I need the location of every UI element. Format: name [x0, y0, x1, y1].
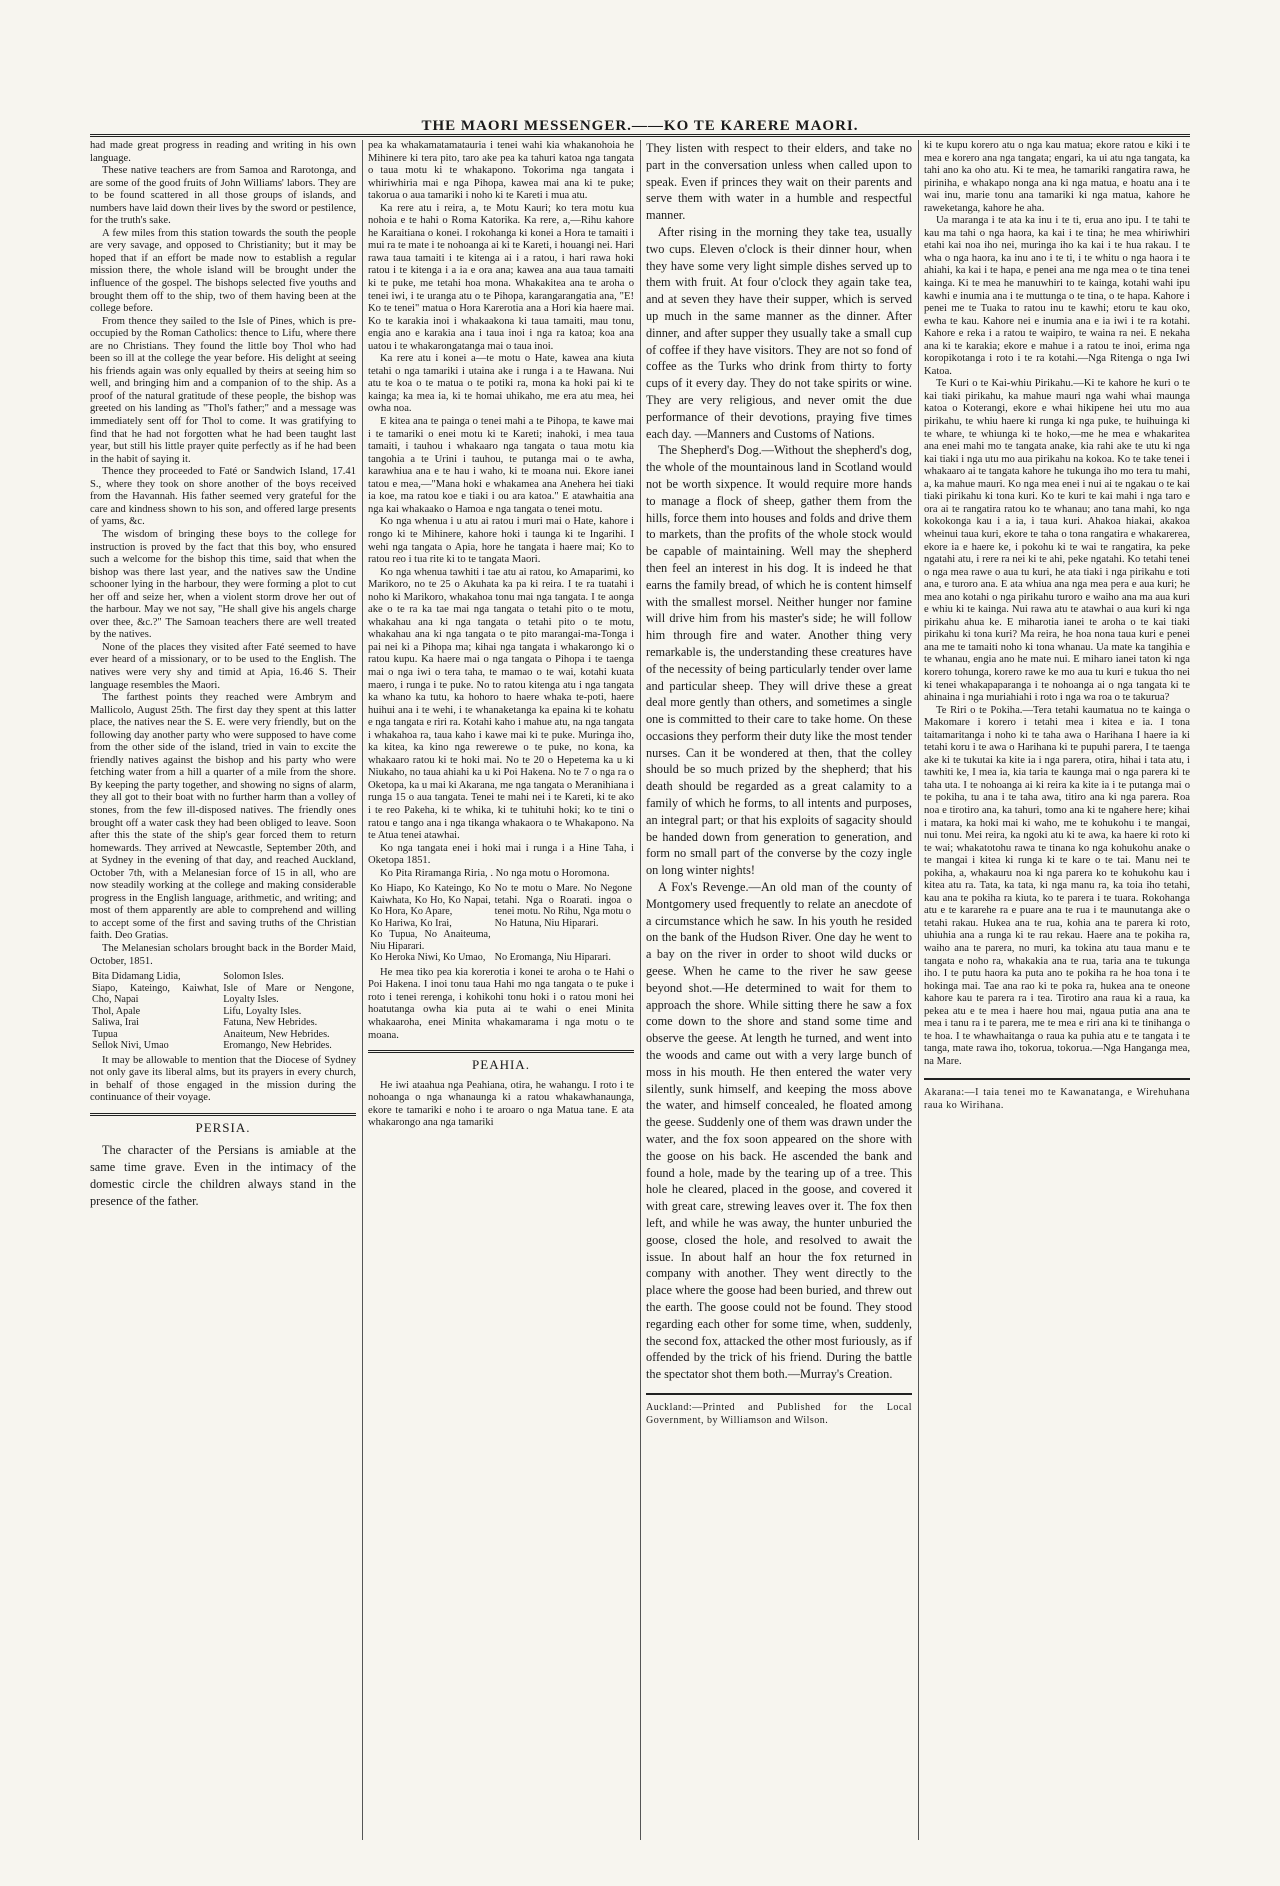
large-type-block [646, 140, 912, 1383]
section-rule [90, 1113, 356, 1116]
list-names: Ko Hariwa, Ko Irai, [370, 917, 452, 929]
list-row [90, 1006, 356, 1018]
paragraph: The Shepherd's Dog.—Without the shepherd's dog, the whole of the mountainous land in Scotland would not be worth sixpence. It would require more hands to manage a flock of sheep, gather them from the hills, force them into houses and folds and drive them to markets, than the profits of the whole stock would be capable of maintaining. Well may the shepherd then feel an interest in his dog. It is indeed he that earns the family bread, of which he is content himself with the smallest morsel. Neither hunger nor famine will drive him from his master's side; he will follow him through fire and water. Another thing very remarkable is, the understanding these creatures have of the necessity of being particularly tender over lame and particular sheep. They will drive these a great deal more gently than others, and sometimes a single one is committed to their care to take home. On these occasions they perform their duty like the most tender nurses. Can it be wondered at then, that the colley should be so much prized by the shepherd; that his death should be regarded as a great calamity to a family of which he forms, to all intents and purposes, an integral part; or that his exploits of sagacity should be handed down from generation to generation, and form no small part of the converse by the cozy ingle on long winter nights! [646, 443, 912, 878]
column-1 [90, 140, 356, 1840]
list-row [90, 1029, 356, 1041]
paragraph: pea ka whakamatamatauria i tenei wahi kia whakanohoia he Mihinere ki tera pito, taro ake pea ka tahuri katoa nga tangata o taua motu ki te whakapono. Tokorima nga tangata i whiriwhiria mai e nga Pihopa, kawea mai ana ki te puke; takorua o aua tamariki i noho ki te Kareti i mua atu. [368, 140, 634, 202]
imprint: Akarana:—I taia tenei mo te Kawanatanga, e Wirehuhana raua ko Wirihana. [924, 1087, 1190, 1112]
paragraph: A Fox's Revenge.—An old man of the county of Montgomery used frequently to relate an anecdote of a circumstance which he saw. In his youth he resided on the bank of the Hudson River. One day he went to a bay on the river in order to shoot wild ducks or geese. When he came to the river he saw geese beyond shot.—He determined to wait for them to approach the shore. While sitting there he saw a fox come down to the shore and stand some time and observe the geese. At length he turned, and went into the woods and came out with a very large bunch of moss in his mouth. He then entered the water very silently, sunk himself, and keeping the moss above the water, and himself concealed, he floated among the geese. Suddenly one of them was drawn under the water, and the fox soon appeared on the shore with the goose on his back. He ascended the bank and found a hole, made by the tearing up of a tree. This hole he cleared, placed in the goose, and covered it with great care, strewing leaves over it. The fox then left, and while he was away, the hunter unburied the goose, closed the hole, and resolved to await the issue. In about half an hour the fox returned in company with another. They went directly to the place where the goose had been buried, and threw out the earth. The goose could not be found. They stood regarding each other for some time, when, suddenly, the second fox, attacked the other most furiously, as if offended by the trick of his friend. During the battle the spectator shot them both.—Murray's Creation. [646, 880, 912, 1382]
list-names: Sellok Nivi, Umao [92, 1040, 169, 1052]
paragraph: He iwi ataahua nga Peahiana, otira, he wahangu. I roto i te nohoanga o nga whanaunga ki a ratou whakawhanaunga, ekore te tamariki e noho i te aroaro o nga Matua tane. E ata whakarongo ana nga tamariki [368, 1079, 634, 1129]
list-origin: Fatuna, New Hebrides. [223, 1017, 318, 1029]
footer-rule [924, 1078, 1190, 1080]
paragraph: had made great progress in reading and writing in his own language. [90, 140, 356, 164]
column-4 [924, 140, 1190, 1840]
list-origin [493, 929, 634, 952]
column-2 [368, 140, 634, 1840]
paragraph: He mea tiko pea kia korerotia i konei te aroha o te Hahi o Poi Hakena. I inoi tonu taua Hahi mo nga tangata o te puke i roto i tenei rerenga, i kohikohi tonu hoki i o ratou moni hei hoatutanga owha kia puta ai te wahi o enei Minita whakaaroha, enei Minita whakamarama i nga motu o te moana. [368, 966, 634, 1041]
column-divider [918, 140, 919, 1840]
list-intro: The Melanesian scholars brought back in the Border Maid, October, 1851. [90, 943, 356, 967]
paragraph: Ka rere atu i reira, a, te Motu Kauri; ko tera motu kua nohoia e te hahi o Roma Katorika. Ka rere, a,—Rihu kahore he Karaitiana o konei. I rokohanga ki konei a Hora te tamaiti i mui ra te mate i te nohoanga ai ki te Kareti, i houangi nei. Hari rawa taua tamaiti i te kitenga ai i a ratou, i hari rawa hoki ratou i te kitenga i a ia e ora ana; kawea ana aua taua tamaiti ki te puke, me tetahi hoa mona. Whakakitea ana te aroha o tenei iwi, i te uranga atu o te Pihopa, karangarangatia ana, "E! Ko te tenei" matua o Hora Karerotia ana a Hori kia haere mai. Ko te karakia inoi i whakaakona ki taua tamaiti, mau tonu, engia ano e karakia ana i taua inoi i nga ra katoa; koa ana uatou i te whakarongatanga mai o taua inoi. [368, 202, 634, 352]
imprint: Auckland:—Printed and Published for the Local Government, by Williamson and Wilson. [646, 1401, 912, 1426]
paragraph: E kitea ana te painga o tenei mahi a te Pihopa, te kawe mai i te tamariki o enei motu ki te Kareti; inahoki, i mea taua tamaiti, i tauhou i whakaaro nga tangata o taua motu kia tangohia a te Urini i tauhou, te putanga mai o te awha, karawhiua ana e te hau i waho, ki te moana nui. Ekore ianei tatou e mea,—"Mana hoki e whakamea ana Anehera hei tiaki ia koe, ma ratou koe e tiaki i ou ara katoa." E atawhaitia ana nga kai whakaako o Hamoa e nga tangata o tenei motu. [368, 416, 634, 515]
scholar-list [90, 971, 356, 1052]
footer-rule [646, 1393, 912, 1395]
section-rule [368, 1050, 634, 1053]
list-row [368, 929, 634, 952]
list-names: Saliwa, Irai [92, 1017, 139, 1029]
masthead: THE MAORI MESSENGER.——KO TE KARERE MAORI. [421, 118, 859, 134]
list-origin: Lifu, Loyalty Isles. [223, 1005, 302, 1017]
paragraph: Ka rere atu i konei a—te motu o Hate, kawea ana kiuta tetahi o nga tamariki i utaina ake i runga i a te Hawana. Nui atu te koa o te matua o te potiki ra, mona ka hoki pai ki te kainga; ka mea ia, ki te homai uhikaho, me era atu mea, hei owha noa. [368, 353, 634, 415]
list-names: Thol, Apale [92, 1005, 141, 1017]
paragraph: From thence they sailed to the Isle of Pines, which is pre-occupied by the Roman Catholics: thence to Lifu, where there are no Christians. They found the little boy Thol who had been so ill at the college the year before. His delight at seeing his friends again was only equalled by theirs at seeing him so well, and bringing him and a companion of to the ship. As a proof of the natural gratitude of these people, the bishop was greeted on his landing as "Thol's father;" and a message was immediately sent off for Thol to come. It was gratifying to find that he had not forgotten what he had been taught last year, but still his little prayer quite perfectly as if he had been in the habit of saying it. [90, 315, 356, 465]
paragraph: The wisdom of bringing these boys to the college for instruction is proved by the fact that this boy, who ensured such a welcome for the bishop this time, said that when the bishop was there last year, and the natives saw the Undine schooner lying in the harbour, they were forming a plot to cut her off and seize her, when a violent storm drove her out of the harbour. May we not say, "He shall give his angels charge over thee, &c.?" The Samoan teachers there are well treated by the natives. [90, 528, 356, 641]
masthead-rule [90, 134, 1190, 137]
paragraph: Ko nga whenua tawhiti i tae atu ai ratou, ko Amaparimi, ko Marikoro, no te 25 o Akuhata ka pa ki reira. I te ra tuatahi i noho ki Marikoro, whakahoa tonu mai nga tangata. I te aonga ake o te ra ka tae mai nga tangata o tetahi pito o te motu, whakahau ana ki nga tangata o tetahi pito o te motu, whakahau ana ki nga tangata o te pito marangai-ma-Tonga i pai nei ki a Pihopa ma; kihai nga tangata i whakarongo ki o ratou kupu. Ka haere mai o nga tangata o Pihopa i te taenga mai o nga iwi o tera taha, te mamao o te wai, kotahi kuata maero, i runga i te puke. No to ratou kitenga atu i nga tangata ka whano ka tutu, ka hohoro to haere whaka te-poti, haere huihui ana i te wehi, i te whanaketanga ka epaina ki te kohatu e nga tangata e riri ra. Kotahi kaho i mahue atu, na nga tangata i whakahoa ra, taua kaho i kawe mai ki te puke. Muringa iho, ka kitea, ka kino nga rewerewe o te puke, no kona, ka whakaaro ratou ki te hoki mai. No te 20 o Hepetema ka u ki Niukaho, no taua ahiahi ka u ki Poi Hakena. No te 7 o nga ra o Oketopa, ka u mai ki Akarana, me nga tangata o Meranihiana i runga 15 o aua tangata. Tenei te mahi nei i te Kareti, ki te ako i te reo Pakeha, ki te whika, ki te tuhituhi hoki; ko te tini o ratou e tango ana i nga tikanga whakaora o te Whakapono. Na te Atua tenei atawhai. [368, 566, 634, 842]
list-row [90, 983, 356, 1006]
list-origin: No te motu o Mare. No Negone tetahi. Nga o Roarati. ingoa o tenei motu. No Rihu, Nga motu o [494, 883, 632, 918]
paragraph: These native teachers are from Samoa and Rarotonga, and are some of the good fruits of John Williams' labors. They are to be found scattered in all those groups of islands, and numbers have laid down their lives by the sword or pestilence, for the truth's sake. [90, 165, 356, 227]
scholar-list [368, 883, 634, 964]
list-row [368, 952, 634, 964]
paragraph: None of the places they visited after Faté seemed to have ever heard of a missionary, or to be used to the English. The natives were very shy and timid at Apia, 16.46 S. Their language resembles the Maori. [90, 641, 356, 691]
paragraph: Thence they proceeded to Faté or Sandwich Island, 17.41 S., where they took on shore another of the boys received from the Havannah. His father seemed very grateful for the care and kindness shown to his son, and offered large presents of yams, &c. [90, 466, 356, 528]
section-body [90, 1142, 356, 1209]
paragraph: The character of the Persians is amiable at the same time grave. Even in the intimacy of the domestic circle the children always stand in the presence of the father. [90, 1143, 356, 1208]
list-origin: Isle of Mare or Nengone, Loyalty Isles. [223, 982, 354, 1006]
list-row [90, 1040, 356, 1052]
paragraph: Ko nga whenua i u atu ai ratou i muri mai o Hate, kahore i rongo ki te Mihinere, kahore hoki i taunga ki te Ingarihi. I wehi nga tangata o Apia, hore he tangata i haere mai; Ko to ratou reo i tua rite ki to te tangata Maori. [368, 516, 634, 566]
paragraph: Ko nga tangata enei i hoki mai i runga i a Hine Taha, i Oketopa 1851. [368, 842, 634, 867]
section-title: PERSIA. [195, 1119, 251, 1135]
list-intro: Ko Pita Riramanga Riria, . No nga motu o Horomona. [380, 867, 610, 879]
column-divider [640, 140, 641, 1840]
list-row [90, 971, 356, 983]
column-3 [646, 140, 912, 1840]
paragraph: The farthest points they reached were Ambrym and Mallicolo, August 25th. The first day they spent at this latter place, the natives near the S. E. were very friendly, but on the following day another party who were supposed to have come from the other side of the island, tried in vain to excite the friendly natives against the bishop and his party who were fetching water from a hill a quarter of a mile from the shore. By keeping the party together, and showing no signs of alarm, they all got to their boat with no further harm than a volley of stones, from the few ill-disposed natives. The friendly ones brought off a water cask they had been obliged to leave. Soon after this the state of the ship's gear forced them to return homewards. They arrived at Newcastle, September 20th, and at Sydney in the evening of that day, and reached Auckland, October 7th, with a Melanesian force of 15 in all, who are now steadily working at the college and making considerable progress in the English language, arithmetic, and writing; and most of them apparently are able to comprehend and willing to accept some of the first and saving truths of the Christian faith. Deo Gratias. [90, 692, 356, 942]
list-names: Siapo, Kateingo, Kaiwhat, Cho, Napai [92, 982, 220, 1006]
list-origin: Eromango, New Hebrides. [223, 1040, 332, 1052]
columns [90, 140, 1190, 1840]
list-origin: Solomon Isles. [223, 971, 284, 983]
list-names: Bita Didamang Lidia, [92, 971, 181, 983]
list-origin: Anaiteum, New Hebrides. [223, 1028, 330, 1040]
paragraph: After rising in the morning they take tea, usually two cups. Eleven o'clock is their dinner hour, when they have some very light simple dishes served up to them with fruit. At four o'clock they again take tea, and at seven they have their supper, which is served up much in the same manner as the dinner. After dinner, and after supper they usually take a small cup of coffee if they have visitors. They are not so fond of coffee as the Turks who drink from thirty to forty cups of it every day. They do not take spirits or wine. They are very religious, and never omit the due performance of their devotions, praying five times each day. —Manners and Customs of Nations. [646, 224, 912, 441]
paragraph: Te Kuri o te Kai-whiu Pirikahu.—Ki te kahore he kuri o te kai tiaki pirikahu, ka mahue mauri nga wahi whai maunga katoa o Koterangi, ekore e whai hikipene hei utu mo aua pirikahu, te whiu haere ki runga ki nga puke, te huihuinga ki te whare, te whiunga ki te hoko,—me he mea e whakaritea ana enei mahi mo te tangata anake, kia rahi ake te utu ki nga kai tiaki i nga utu mo aua pirikahu na kokoa. Ko te take tenei i whakaaro ai te tangata kahore he tukunga iho mo tera tu mahi, a, ka mahue mauri. Ko nga mea enei i nui ai te ngakau o te kai tiaki pirikahu ki tona kuri. Ko te kuri te kai mahi i nga taro e ora ai te rangatira ratou ko te whanau; ano tana mahi, ko nga kokokonga kau i a ia, i taua kuri. Ahakoa hiakai, akakoa wheinui taua kuri, ekore te taha o tona rangatira e whakarerea, ekore ia e haere ke, i pokohu ki te wai te rangatira, ka peke ngatahi atu, i rere ra nei ki te ahi, peke ngatahi. Ko tetahi tenei o nga mea rawe o aua tu kuri, he ata tiaki i nga pirikahu e toti ana, e turoro ana. E ata whiua ana nga mea pera e aua kuri; he mea ano kotahi o nga pirikahu turoro e waiho ana ma aua kuri e whiu ki te kainga. Nui rawa atu te atawhai o aua kuri ki nga pirikahu ahua ke. E miharotia ianei te aroha o te kai tiaki pirikahu ki tona kuri? Ma reira, he hoa nona taua kuri e penei ana me te tamaiti noho ki tona whanau. Ua mate ka tangihia e te whanau, engia ano he mate nui. E miharo ianei taton ki nga korero tohunga, korero rawe ke mo aua tu kuri e tukua tho nei ki tenei whakapaparanga i te nohoanga ai o nga tangata ki te ahinaina i nga muriahiahi i roto i nga wa roa o te takurua? [924, 378, 1190, 704]
list-names: Ko Heroka Niwi, Ko Umao, [370, 952, 486, 964]
paragraph: ki te kupu korero atu o nga kau matua; ekore ratou e kiki i te mea e korero ana nga tangata; engari, ka ui atu nga tangata, ka tahi ano ka oho atu. Ki te mea, he tamariki rangatira rawa, he piriniha, e whakapo nonga ana ki nga matua, e hoatu ana i te wai inu, marie tonu ana tamariki ki nga matua, kahore he raweketanga, kahore he aha. [924, 140, 1190, 214]
paragraph: They listen with respect to their elders, and take no part in the conversation unless when called upon to speak. Even if princes they wait on their parents and serve them with water in a humble and respectful manner. [646, 141, 912, 223]
paragraph: Ua maranga i te ata ka inu i te ti, erua ano ipu. I te tahi te kau ma tahi o nga haora, ka kai i te tina; he mea whiriwhiri etahi kai noa iho nei, muringa iho ka kai i te hua rakau. I te wha o nga haora, ka inu ano i te ti, i te whitu o nga haora i te ahiahi, ka kai i te hapa, e penei ana me nga mea o te tina tenei kainga. Ki te mea he manuwhiri to te kainga, kotahi wahi ipu kawhi e inumia ana i te muttunga o te tina, o te hapa. Kahore i penei me te Tuaka to ratou inu te kawhi; etoru te kau oko, ewha te kau. Kahore nei e inumia ana e ia iwi i te ra kotahi. Kahore e reka i a ratou te waipiro, te waina ra nei. E nekaha ana ki te karakia; ekore e mahue i a ratou te inoi, erima nga koropikotanga i roto i te ra kotahi.—Nga Ritenga o nga Iwi Katoa. [924, 215, 1190, 377]
list-row [90, 1017, 356, 1029]
list-names: Ko Hiapo, Ko Kateingo, Ko Kaiwhata, Ko Ho, Ko Napai, Ko Hora, Ko Apare, [370, 883, 491, 918]
list-origin: No Eromanga, Niu Hiparari. [494, 952, 611, 964]
list-names: Ko Tupua, No Anaiteuma, Niu Hiparari. [370, 929, 491, 952]
column-divider [362, 140, 363, 1840]
paragraph: Te Riri o te Pokiha.—Tera tetahi kaumatua no te kainga o Makomare i korero i tetahi mea i kitea e ia. I tona taitamaritanga i noho ki te taha awa o Harihana I haere ia ki tetahi koru i te awa o Harihana ki te pupuhi parera, I te taenga ake ki te tukutai ka kite ia i nga parera, otira, hihai i tata atu, i tawhiti ke, I mea ia, kia taria te kaunga mai o nga parera ki te taha uta. I te nohoanga ai ki reira ka kite ia i te putanga mai o te pokiha, tu ana i te taha awa, titiro ana ki nga parera. Roa noa e tirotiro ana, ka tahuri, tomo ana ki te ngahere here; kihai i matara, ka hoki mai ki waho, me te kohukohu i te mangai, nui tonu. Mei reira, ka ngoki atu ki te awa, ka haere ki roto ki te wai; whakatotohu rawa te tinana ko nga kohukohu anake o te mangai i kitea ki runga ki te kare o te tai. Manu nei te pokiha, a, whakauru noa ki nga parera ko te kohukohu kau i kitea atu ra. Tata, ka tata, ki nga manu ra, ka toia iho tetahi, kau ana te pokiha ra kiuta, ko te parera i te tuara. Rokohanga atu e te kararehe ra e puare ana te rua i te maunutanga ake o tetahi rakau. Hukea ana te rua, kohia ana te parera ki roto, uhiuhia ana a runga ki te rau rekau. Haere ana te pokiha ra, waiho ana te parera, no muri, ka tokina atu taua manu e te tangata e noho ra, whakakia ana te rua, taria ana te tukunga iho. I te putu haora ka puta ano te pokiha ra he hoa tona i te hokinga mai. Tae ana rao ki te poka ra, hukea ana te oneone kahore kau te parera ra i tea. Tirotiro ana raua ki a raua, ka pekea atu e te mea i haere hou mai, ngaua putia ana ana te mea i tanu ra i te parera, me te mea e riri ana ki te tinihanga o te hoa. I te whawhaitanga o raua ka puhia atu e te tangata i te tanga, mate rawa iho, tokorua, tokorua.—Nga Hanganga mea, na Mare. [924, 704, 1190, 1067]
list-origin: No Hatuna, Niu Hiparari. [494, 917, 599, 929]
list-row [368, 918, 634, 930]
paragraph: It may be allowable to mention that the Diocese of Sydney not only gave its liberal alms, but its prayers in every church, in behalf of those engaged in the mission during the continuance of their voyage. [90, 1054, 356, 1104]
list-row [368, 883, 634, 918]
section-title: PEAHIA. [472, 1057, 530, 1073]
list-names: Tupua [92, 1028, 118, 1040]
paragraph: A few miles from this station towards the south the people are very savage, and opposed to Christianity; but it may be hoped that if an effort be made now to establish a regular mission there, the whole island will be brought under the influence of the gospel. The bishops selected five youths and brought them off to the ship, two of them having been at the college before. [90, 227, 356, 315]
